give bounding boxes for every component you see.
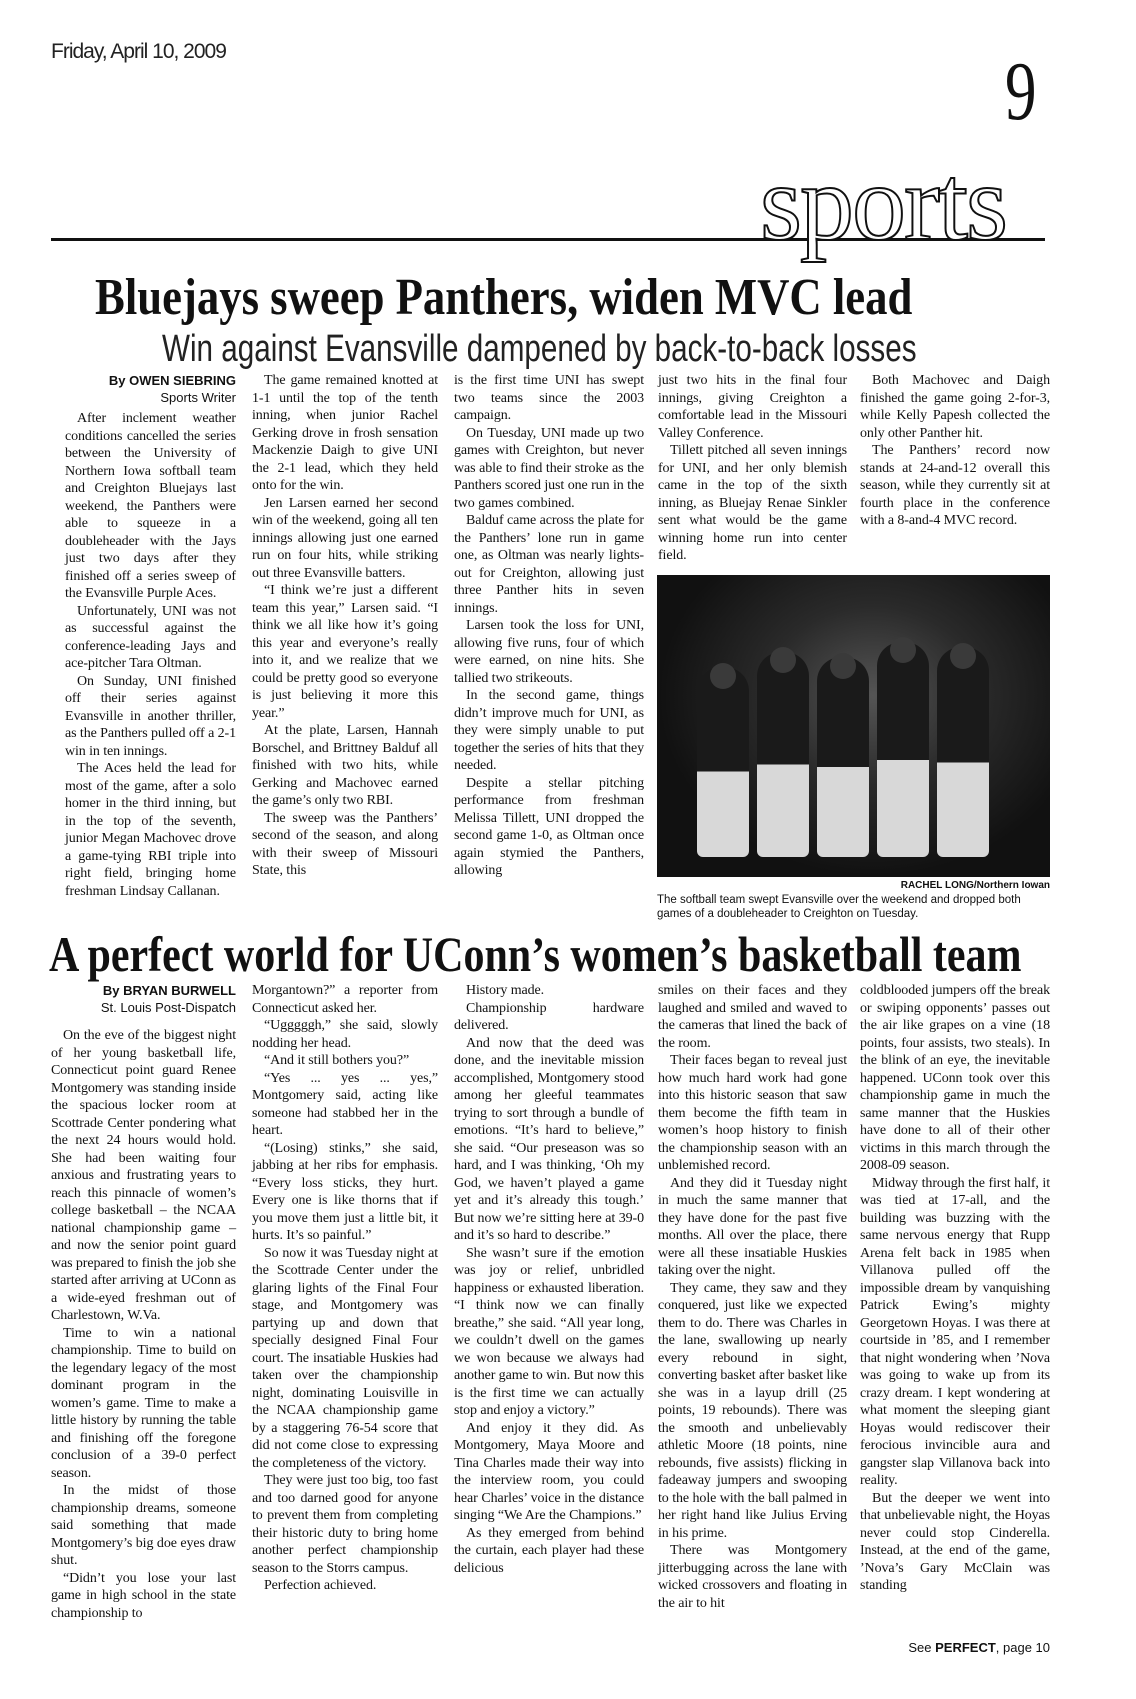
paragraph: But the deeper we went into that unbelievable night, the Hoyas never could stop Cinderella. Instead, at the end of the game, ’Nova’s Gary McClain was standing bbox=[860, 1490, 1050, 1593]
paragraph: There was Montgomery jitterbugging across the lane with wicked crossovers and floating in the air to hit bbox=[658, 1543, 847, 1611]
byline-title: St. Louis Post-Dispatch bbox=[100, 1000, 236, 1015]
article1-column bbox=[860, 372, 1050, 530]
paragraph: Their faces began to reveal just how much hard work had gone into this historic season that saw them become the fifth team in women’s hoop history to finish the championship season with an unblemished record. bbox=[658, 1053, 847, 1173]
article1-subheadline: Win against Evansville dampened by back-to-back losses bbox=[162, 328, 917, 370]
article2-headline: A perfect world for UConn’s women’s basketball team bbox=[49, 926, 1022, 982]
paragraph: smiles on their faces and they laughed and smiled and waved to the cameras that lined the back of the room. bbox=[658, 983, 847, 1051]
paragraph: On Sunday, UNI finished off their series against Evansville in another thriller, as the Panthers pulled off a 2-1 win in ten innings. bbox=[65, 673, 236, 759]
byline-name: By OWEN SIEBRING bbox=[108, 373, 236, 388]
paragraph: After inclement weather conditions cancelled the series between the University of Northern Iowa softball team and Creighton Bluejays last weekend, the Panthers were able to squeeze in a doubleheader with the Jays just two days after they finished off a series sweep of the Evansville Purple Aces. bbox=[65, 411, 236, 601]
photo-figure bbox=[950, 643, 976, 669]
photo-figure bbox=[877, 642, 929, 857]
paragraph: “(Losing) stinks,” she said, jabbing at her ribs for emphasis. “Every loss sticks, they hurt. Every one is like thorns that if you move them just a little bit, it hurts. It’s so painful.” bbox=[252, 1140, 438, 1243]
paragraph: And now that the deed was done, and the inevitable mission accomplished, Montgomery stood among her gleeful teammates trying to sort through a bundle of emotions. “It’s hard to believe,” she said. “Our preseason was so hard, and I was thinking, ‘Oh my God, we haven’t played a game yet and it’s already this tough.’ But now we’re sitting here at 39-0 and it’s so hard to describe.” bbox=[454, 1035, 644, 1243]
photo-figure bbox=[937, 647, 989, 857]
jump-suffix: , page 10 bbox=[995, 1640, 1050, 1655]
photo-figure bbox=[710, 663, 736, 689]
article2-column bbox=[860, 982, 1050, 1595]
article1-column bbox=[658, 372, 847, 565]
article1-headline: Bluejays sweep Panthers, widen MVC lead bbox=[95, 269, 913, 326]
paragraph: Time to win a national championship. Time to build on the legendary legacy of the most dominant program in the women’s game. Time to make a little history by running the table and finishing off the foregone conclusion of a 39-0 perfect season. bbox=[51, 1325, 236, 1481]
paragraph: coldblooded jumpers off the break or swiping opponents’ passes out the air like grapes on a vine (18 points, four assists, two steals). In the blink of an eye, the inevitable happened. UConn took over this championship game in much the same manner that the Huskies have done to all of their other victims in this march through the 2008-09 season. bbox=[860, 983, 1050, 1173]
paragraph: Larsen took the loss for UNI, allowing five runs, four of which were earned, on nine hits. She tallied two strikeouts. bbox=[454, 618, 644, 686]
continued-on-page-link[interactable] bbox=[908, 1640, 1050, 1656]
paragraph: Perfection achieved. bbox=[264, 1578, 377, 1593]
issue-date: Friday, April 10, 2009 bbox=[51, 40, 226, 63]
jump-keyword: PERFECT bbox=[935, 1640, 996, 1655]
paragraph: The sweep was the Panthers’ second of the season, and along with their sweep of Missouri State, this bbox=[252, 810, 438, 878]
paragraph: Both Machovec and Daigh finished the game going 2-for-3, while Kelly Papesh collected the only other Panther hit. bbox=[860, 373, 1050, 441]
page-number: 9 bbox=[1005, 45, 1037, 138]
softball-team-photo bbox=[657, 575, 1050, 877]
paragraph: And enjoy it they did. As Montgomery, Maya Moore and Tina Charles made their way into the interview room, you could hear Charles’ voice in the distance singing “We Are the Champions.” bbox=[454, 1420, 644, 1523]
paragraph: “I think we’re just a different team this year,” Larsen said. “I think we all like how it’s going this year and everyone’s really into it, and we realize that we could be pretty good so everyone is just believing it more this year.” bbox=[252, 583, 438, 721]
paragraph: Midway through the first half, it was tied at 17-all, and the building was buzzing with the same nervous energy that Rupp Arena felt back in 1985 when Villanova pulled off the impossible dream by vanquishing Patrick Ewing’s mighty Georgetown Hoyas. I was there at courtside in ’85, and I remember that night wondering when ’Nova was going to wake up from its crazy dream. I kept wondering at what moment the sleeping giant Hoyas would rediscover their ferocious invincible aura and gangster slap Villanova back into reality. bbox=[860, 1175, 1050, 1488]
photo-figure bbox=[770, 647, 796, 673]
paragraph: “Yes ... yes ... yes,” Montgomery said, acting like someone had stabbed her in the heart. bbox=[252, 1070, 438, 1138]
photo-figure bbox=[757, 652, 809, 857]
paragraph: On the eve of the biggest night of her young basketball life, Connecticut point guard Renee Montgomery was standing inside the spacious locker room at Scottrade Center pondering what the next 24 hours would hold. She had been waiting four anxious and frustrating years to reach this pinnacle of women’s college basketball – the NCAA national championship game – and now the senior point guard was prepared to finish the job she started after arriving at UConn as a wide-eyed freshman out of Charlestown, W.Va. bbox=[51, 1028, 236, 1323]
article1-byline bbox=[65, 372, 236, 406]
photo-figure bbox=[830, 653, 856, 679]
paragraph: “Ugggggh,” she said, slowly nodding her head. bbox=[252, 1018, 438, 1051]
paragraph: History made. bbox=[466, 983, 545, 998]
photo-figure bbox=[890, 637, 916, 663]
paragraph: So now it was Tuesday night at the Scottrade Center under the glaring lights of the Final Four stage, and Montgomery was partying up and down that specially designed Final Four court. The insatiable Huskies had taken over the championship night, dominating Louisville in the NCAA championship game by a staggering 76-54 score that did not come close to expressing the completeness of the victory. bbox=[252, 1245, 438, 1471]
paragraph: “Didn’t you lose your last game in high school in the state championship to bbox=[51, 1570, 236, 1621]
article1-column bbox=[252, 372, 438, 880]
paragraph: At the plate, Larsen, Hannah Borschel, and Brittney Balduf all finished with two hits, while Gerking and Machovec earned the game’s only two RBI. bbox=[252, 723, 438, 808]
paragraph: The Aces held the lead for most of the game, after a solo homer in the third inning, but in the top of the seventh, junior Megan Machovec drove a game-tying RBI triple into right field, bringing home freshman Lindsay Callanan. bbox=[65, 761, 236, 899]
photo-caption: The softball team swept Evansville over the weekend and dropped both games of a doubleheader to Creighton on Tuesday. bbox=[657, 894, 1021, 920]
paragraph: In the second game, things didn’t improve much for UNI, as they were simply unable to put together the series of hits that they needed. bbox=[454, 688, 644, 773]
paragraph: On Tuesday, UNI made up two games with Creighton, but never was able to find their stroke as the Panthers scored just one run in the two games combined. bbox=[454, 425, 644, 511]
article2-column bbox=[51, 1027, 236, 1622]
paragraph: They were just too big, too fast and too darned good for anyone to prevent them from completing their historic duty to bring home another perfect championship season to the Storrs campus. bbox=[252, 1473, 438, 1576]
article1-column bbox=[454, 372, 644, 880]
paragraph: They came, they saw and they conquered, just like we expected them to do. There was Charles in the lane, swallowing up nearly every rebound in sight, converting basket after basket like she was in a layup drill (25 points, 19 rebounds). There was the smooth and unbelievably athletic Moore (18 points, nine rebounds, five assists) flicking in fadeaway jumpers and swooping to the hole with the ball palmed in her right hand like Julius Erving in his prime. bbox=[658, 1280, 847, 1541]
paragraph: The game remained knotted at 1-1 until the top of the tenth inning, when junior Rachel Gerking drove in frosh sensation Mackenzie Daigh to give UNI the 2-1 lead, which they held onto for the win. bbox=[252, 373, 438, 493]
paragraph: just two hits in the final four innings, giving Creighton a comfortable lead in the Missouri Valley Conference. bbox=[658, 373, 847, 441]
byline-name: By BRYAN BURWELL bbox=[102, 983, 236, 998]
paragraph: Balduf came across the plate for the Panthers’ lone run in game one, as Oltman was nearly lights-out for Creighton, allowing just three Panther hits in seven innings. bbox=[454, 513, 644, 616]
article2-column bbox=[658, 982, 847, 1612]
article2-column bbox=[252, 982, 438, 1595]
byline-title: Sports Writer bbox=[160, 390, 236, 405]
paragraph: The Panthers’ record now stands at 24-and-12 overall this season, while they currently sit at fourth place in the conference with a 8-and-4 MVC record. bbox=[860, 443, 1050, 528]
paragraph: Championship hardware delivered. bbox=[454, 1000, 644, 1033]
article1-column bbox=[65, 410, 236, 900]
paragraph: As they emerged from behind the curtain, each player had these delicious bbox=[454, 1525, 644, 1576]
section-title: sports bbox=[760, 144, 1007, 263]
paragraph: Despite a stellar pitching performance from freshman Melissa Tillett, UNI dropped the second game 1-0, as Oltman once again stymied the Panthers, allowing bbox=[454, 775, 644, 878]
photo-figure bbox=[817, 657, 869, 857]
paragraph: She wasn’t sure if the emotion was joy or relief, unbridled happiness or exhausted liberation. “I think now we can finally breathe,” she said. “All year long, we couldn’t dwell on the games we won because we always had another game to win. But now this is the first time we can actually stop and enjoy a victory.” bbox=[454, 1245, 644, 1418]
article2-column bbox=[454, 982, 644, 1577]
paragraph: Tillett pitched all seven innings for UNI, and her only blemish came in the top of the sixth inning, as Bluejay Renae Sinkler sent what would be the game winning home run into center field. bbox=[658, 443, 847, 563]
paragraph: “And it still bothers you?” bbox=[264, 1053, 410, 1068]
paragraph: And they did it Tuesday night in much the same manner that they have done for the past five months. All over the place, there were all these insatiable Huskies taking over the night. bbox=[658, 1175, 847, 1278]
paragraph: Jen Larsen earned her second win of the weekend, going all ten innings allowing just one earned run on four hits, while striking out three Evansville batters. bbox=[252, 495, 438, 581]
jump-prefix: See bbox=[908, 1640, 936, 1655]
paragraph: In the midst of those championship dreams, someone said something that made Montgomery’s big doe eyes draw shut. bbox=[51, 1483, 236, 1568]
photo-figure bbox=[697, 667, 749, 857]
article2-byline bbox=[51, 982, 236, 1016]
paragraph: is the first time UNI has swept two teams since the 2003 campaign. bbox=[454, 373, 644, 423]
paragraph: Unfortunately, UNI was not as successful against the conference-leading Jays and ace-pitcher Tara Oltman. bbox=[65, 603, 236, 671]
paragraph: Morgantown?” a reporter from Connecticut asked her. bbox=[252, 983, 438, 1016]
photo-credit: RACHEL LONG/Northern Iowan bbox=[900, 880, 1050, 891]
